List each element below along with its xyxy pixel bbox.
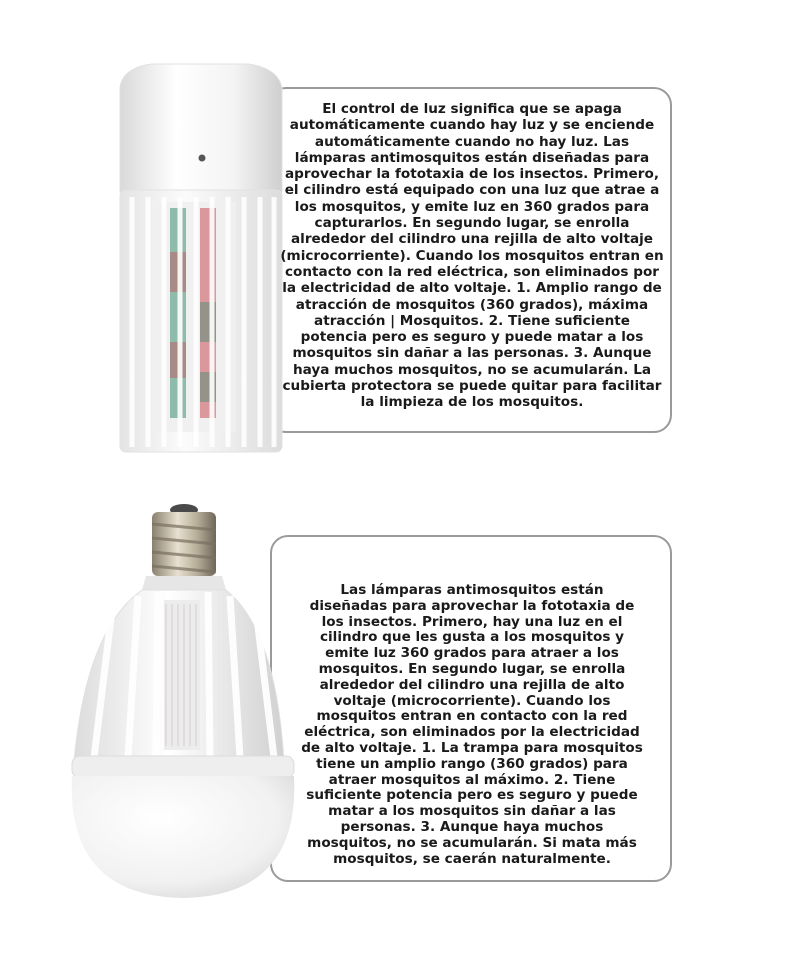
- description-text-top: El control de luz significa que se apaga automáticamente cuando hay luz y se enciende automáticamente cuando no hay luz. Las lámparas antimosquitos están diseñadas para aprovechar la fototaxia de los insectos. Primero, el cilindro está equipado con una luz que atrae a los mosquitos, y emite luz en 360 grados para capturarlos. En segundo lugar, se enrolla alrededor del cilindro una rejilla de alto voltaje (microcorriente). Cuando los mosquitos entran en contacto con la red eléctrica, son eliminados por la electricidad de alto voltaje. 1. Amplio rango de atracción de mosquitos (360 grados), máxima atracción | Mosquitos. 2. Tiene suficiente potencia pero es seguro y puede matar a los mosquitos sin dañar a las personas. 3. Aunque haya muchos mosquitos, no se acumularán. La cubierta protectora se puede quitar para facilitar la limpieza de los mosquitos.: [280, 101, 664, 411]
- cylinder-mosquito-lamp-image: [112, 62, 288, 458]
- description-text-bottom: Las lámparas antimosquitos están diseñadas para aprovechar la fototaxia de los insectos. Primero, hay una luz en el cilindro que les gusta a los mosquitos y emite luz 360 grados para atraer a los mosquitos. En segundo lugar, se enrolla alrededor del cilindro una rejilla de alto voltaje (microcorriente). Cuando los mosquitos entran en contacto con la red eléctrica, son eliminados por la electricidad de alto voltaje. 1. La trampa para mosquitos tiene un amplio rango (360 grados) para atraer mosquitos al máximo. 2. Tiene suficiente potencia pero es seguro y puede matar a los mosquitos sin dañar a las personas. 3. Aunque haya muchos mosquitos, no se acumularán. Si mata más mosquitos, se caerán naturalmente.: [301, 582, 643, 867]
- bulb-mosquito-lamp-image: [66, 500, 300, 900]
